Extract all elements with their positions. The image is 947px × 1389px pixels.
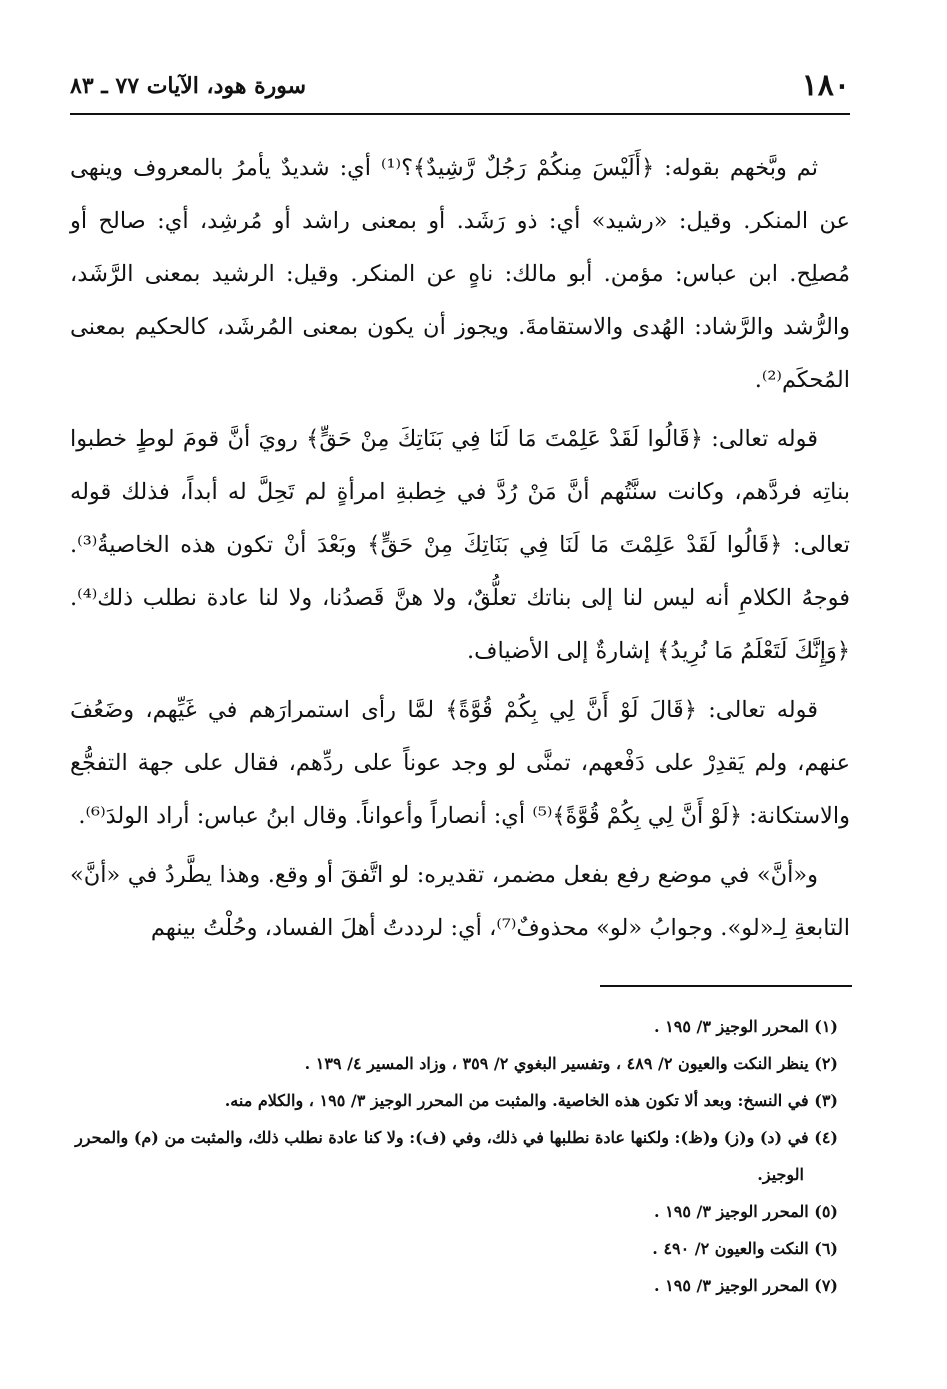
header-title: سورة هود، الآيات ٧٧ ـ ٨٣ (70, 73, 307, 99)
page-number: ١٨٠ (801, 68, 850, 103)
paragraph: قوله تعالى: ﴿قَالَ لَوْ أَنَّ لِي بِكُمْ قُوَّةً﴾ لمَّا رأى استمرارَهم في غَيِّهم، وضَعُفَ عنهم، ولم يَقدِرْ على دَفْعهم، تمنَّى لو وجد عوناً على ردِّهم، فقال على جهة التفجُّع والاستكانة: ﴿لَوْ أَنَّ لِي بِكُمْ قُوَّةً﴾⁽⁵⁾ أي: أنصاراً وأعواناً. وقال ابنُ عباس: أراد الولدَ⁽⁶⁾. (70, 697, 850, 829)
footnotes (66, 1008, 838, 1304)
footnote: (٦) النكت والعيون ٢/ ٤٩٠ . (652, 1239, 838, 1258)
body-text (70, 142, 850, 961)
footnote: (١) المحرر الوجيز ٣/ ١٩٥ . (654, 1017, 838, 1036)
footnote: (٥) المحرر الوجيز ٣/ ١٩٥ . (654, 1202, 838, 1221)
footnote: (٤) في (د) و(ز) و(ظ): ولكنها عادة نطلبها في ذلك، وفي (ف): ولا كنا عادة نطلب ذلك، والمثبت من (م) والمحرر الوجيز. (75, 1128, 838, 1184)
footnote: (٣) في النسخ: وبعد ألا تكون هذه الخاصية. والمثبت من المحرر الوجيز ٣/ ١٩٥ ، والكلام منه. (224, 1091, 838, 1110)
footnote-rule (600, 985, 852, 987)
paragraph: قوله تعالى: ﴿قَالُوا لَقَدْ عَلِمْتَ مَا لَنَا فِي بَنَاتِكَ مِنْ حَقٍّ﴾ رويَ أنَّ قومَ لوطٍ خطبوا بناتِه فردَّهم، وكانت سنَّتُهم أنَّ مَنْ رُدَّ في خِطبةِ امرأةٍ لم تَحِلَّ له أبداً، فذلك قوله تعالى: ﴿قَالُوا لَقَدْ عَلِمْتَ مَا لَنَا فِي بَنَاتِكَ مِنْ حَقٍّ﴾ وبَعْدَ أنْ تكون هذه الخاصيةُ⁽³⁾. فوجهُ الكلامِ أنه ليس لنا إلى بناتك تعلُّقٌ، ولا هنَّ قَصدُنا، ولا لنا عادة نطلب ذلك⁽⁴⁾. ﴿وَإِنَّكَ لَتَعْلَمُ مَا نُرِيدُ﴾ إشارةٌ إلى الأضياف. (70, 426, 850, 664)
header-rule (70, 113, 850, 115)
running-header (70, 66, 850, 106)
paragraph: و«أنَّ» في موضع رفع بفعل مضمر، تقديره: لو اتَّفقَ أو وقع. وهذا يطَّردُ في «أنَّ» التابعةِ لِـ«لو». وجوابُ «لو» محذوفٌ⁽⁷⁾، أي: لرددتُ أهلَ الفساد، وحُلْتُ بينهم (70, 862, 850, 941)
footnote: (٧) المحرر الوجيز ٣/ ١٩٥ . (654, 1276, 838, 1295)
paragraph: ثم وبَّخهم بقوله: ﴿أَلَيْسَ مِنكُمْ رَجُلٌ رَّشِيدٌ﴾؟⁽¹⁾ أي: شديدٌ يأمرُ بالمعروف وينهى عن المنكر. وقيل: «رشيد» أي: ذو رَشَد. أو بمعنى راشد أو مُرشِد، أي: صالح أو مُصلِح. ابن عباس: مؤمن. أبو مالك: ناهٍ عن المنكر. وقيل: الرشيد بمعنى الرَّشَد، والرُّشد والرَّشاد: الهُدى والاستقامةَ. ويجوز أن يكون بمعنى المُرشَد، كالحكيم بمعنى المُحكَم⁽²⁾. (70, 155, 850, 393)
footnote: (٢) ينظر النكت والعيون ٢/ ٤٨٩ ، وتفسير البغوي ٢/ ٣٥٩ ، وزاد المسير ٤/ ١٣٩ . (304, 1054, 838, 1073)
